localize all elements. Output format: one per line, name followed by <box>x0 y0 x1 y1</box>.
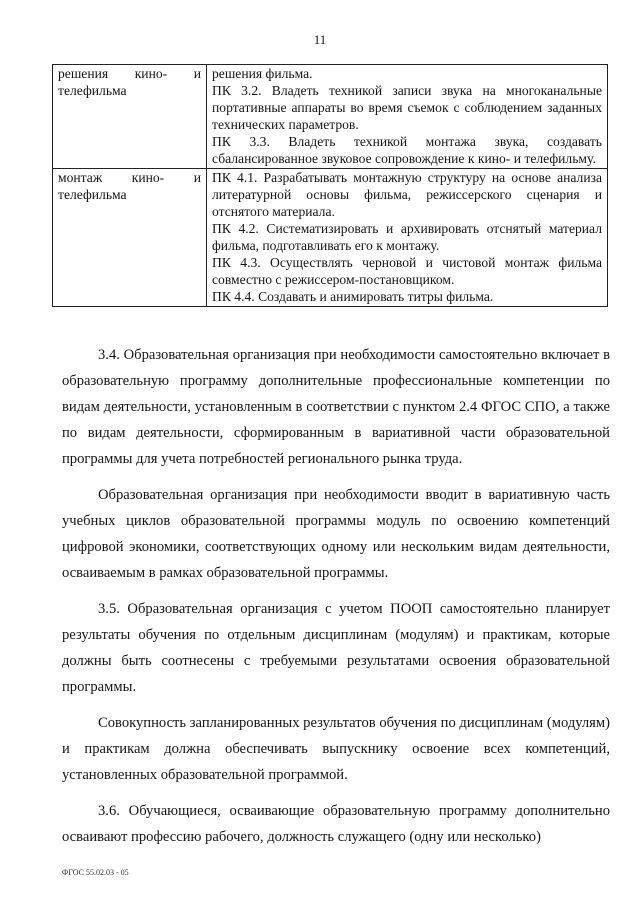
competency-item: ПК 4.2. Систематизировать и архивировать отснятый материал фильма, подготавливать его к монтажу. <box>212 221 602 253</box>
competencies-cell <box>207 169 608 307</box>
competency-item: ПК 4.3. Осуществлять черновой и чистовой монтаж фильма совместно с режиссером-постановщиком. <box>212 255 602 287</box>
competency-item: ПК 3.2. Владеть техникой записи звука на многоканальные портативные аппараты во время съемок с соблюдением заданных технических параметров. <box>212 83 602 132</box>
paragraph: 3.5. Образовательная организация с учетом ПООП самостоятельно планирует результаты обучения по отдельным дисциплинам (модулям) и практикам, которые должны быть соотнесены с требуемыми результатами освоения образовательной программы. <box>62 601 610 695</box>
activity-cell: монтаж кино- и телефильма <box>53 169 207 307</box>
paragraph: 3.6. Обучающиеся, осваивающие образовательную программу дополнительно осваивают профессию рабочего, должность служащего (одну или несколько) <box>62 803 610 845</box>
body-text <box>62 342 610 860</box>
paragraph: Образовательная организация при необходимости вводит в вариативную часть учебных циклов образовательной программы модуль по освоению компетенций цифровой экономики, соответствующих одному или нескольким видам деятельности, осваиваемым в рамках образовательной программы. <box>62 487 610 581</box>
competency-item: ПК 3.3. Владеть техникой монтажа звука, создавать сбалансированное звуковое сопровождение к кино- и телефильму. <box>212 134 602 166</box>
competency-item: решения фильма. <box>212 66 313 81</box>
competency-item: ПК 4.1. Разрабатывать монтажную структуру на основе анализа литературной основы фильма, режиссерского сценария и отснятого материала. <box>212 170 602 219</box>
competency-item: ПК 4.4. Создавать и анимировать титры фильма. <box>212 289 494 304</box>
paragraph: 3.4. Образовательная организация при необходимости самостоятельно включает в образовательную программу дополнительные профессиональные компетенции по видам деятельности, установленным в соответствии с пунктом 2.4 ФГОС СПО, а также по видам деятельности, сформированным в вариативной части образовательной программы для учета потребностей регионального рынка труда. <box>62 347 610 467</box>
table-row <box>53 65 608 169</box>
activity-cell: решения кино- и телефильма <box>53 65 207 169</box>
document-footer-code: ФГОС 55.02.03 - 05 <box>62 868 129 877</box>
paragraph: Совокупность запланированных результатов обучения по дисциплинам (модулям) и практикам должна обеспечивать выпускнику освоение всех компетенций, установленных образовательной программой. <box>62 715 610 783</box>
page-number: 11 <box>313 32 327 47</box>
competencies-cell <box>207 65 608 169</box>
table-row <box>53 169 608 307</box>
competency-table <box>52 64 608 307</box>
